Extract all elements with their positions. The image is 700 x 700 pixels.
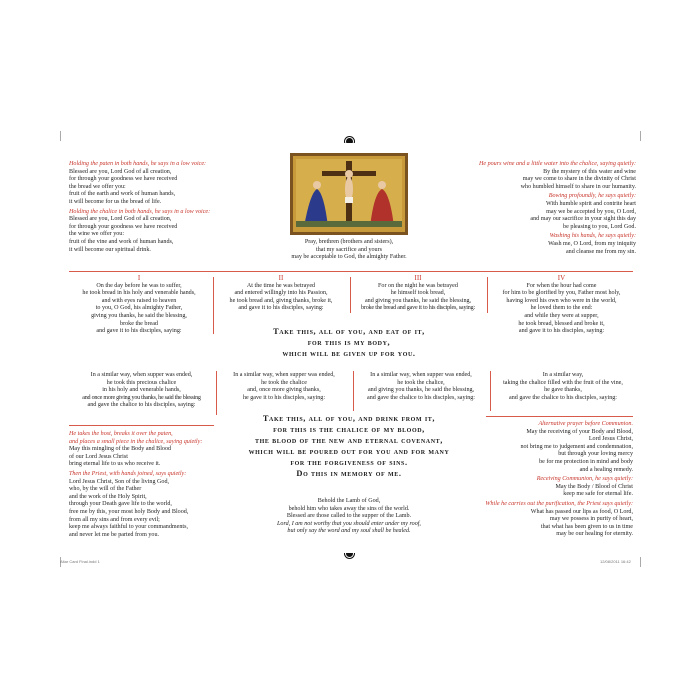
column-number: IV — [557, 274, 566, 282]
prayer-line: fruit of the earth and work of human hands, — [69, 191, 176, 198]
prayer-line: Wash me, O Lord, from my iniquity — [548, 240, 636, 247]
prayer-line: and giving you thanks, he said the blessing, — [367, 387, 475, 394]
prayer-line: In a similar way, — [542, 372, 584, 378]
crucifixion-image — [290, 153, 408, 235]
rubric: Holding the chalice in both hands, he says in a low voice: — [69, 208, 211, 215]
prayer-line: who, by the will of the Father — [69, 486, 142, 493]
prayer-line: having loved his own who were in the world, — [506, 297, 617, 304]
prayer-line: and once more giving you thanks, he said the blessing — [82, 394, 201, 401]
prayer-line: May the receiving of your Body and Blood, — [526, 428, 633, 435]
prayer-line: he took the chalice — [261, 379, 307, 386]
prayer-line: At the time he was betrayed — [246, 282, 316, 289]
crop-mark — [640, 131, 641, 141]
column-number: II — [278, 274, 284, 282]
rubric: Then the Priest, with hands joined, says quietly: — [69, 470, 187, 477]
prayer-line: he gave it to his disciples, saying: — [242, 394, 326, 401]
prayer-line: In a similar way, when supper was ended, — [90, 372, 193, 378]
prayer-line: Blessed are you, Lord God of all creation, — [69, 168, 172, 175]
rubric: While he carries out the purification, the Priest says quietly: — [485, 500, 633, 507]
prayer-line: and with eyes raised to heaven — [101, 297, 177, 304]
prayer-line: Blessed are those called to the supper of the Lamb. — [286, 513, 412, 520]
column-divider — [490, 371, 491, 411]
column-divider — [216, 371, 217, 415]
eucharistic-prayer-1 — [69, 275, 209, 336]
consecration-line: for this is the chalice of my blood, — [273, 425, 425, 434]
caption-line: Pray, brethren (brothers and sisters), — [304, 239, 394, 245]
prayer-line: Lord Jesus Christ, — [588, 436, 633, 443]
prayer-line: and entered willingly into his Passion, — [234, 290, 328, 297]
prayer-line: Behold the Lamb of God, — [317, 498, 381, 504]
column-number: I — [137, 274, 141, 282]
prayer-line: On the day before he was to suffer, — [96, 282, 182, 289]
prayer-line: Blessed are you, Lord God of all creation, — [69, 216, 172, 223]
consecration-line: the blood of the new and eternal covenant, — [255, 436, 443, 445]
prayer-line: and a healing remedy. — [579, 466, 633, 473]
pre-communion-prayers — [446, 421, 633, 539]
prayer-line: and gave it to his disciples, saying: — [96, 328, 182, 335]
prayer-line: for him to be glorified by you, Father most holy, — [502, 290, 621, 297]
prayer-line: and never let me be parted from you. — [69, 531, 160, 538]
prayer-line: and may our sacrifice in your sight this day — [530, 216, 636, 223]
consecration-line: which will be given up for you. — [282, 349, 416, 358]
prayer-line: the bread we offer you: — [69, 183, 126, 190]
consecration-line: Take this, all of you, and eat of it, — [273, 327, 425, 336]
chalice-text-2 — [219, 372, 349, 402]
divider — [69, 425, 214, 426]
prayer-line: for through your goodness we have received — [69, 223, 178, 230]
prayer-line: of our Lord Jesus Christ — [69, 453, 128, 460]
prayer-line: for through your goodness we have received — [69, 176, 178, 183]
prayer-line: from all my sins and from every evil; — [69, 516, 160, 523]
rubric: Alternative prayer before Communion. — [538, 421, 633, 427]
prayer-line: who humbled himself to share in our humanity. — [520, 183, 636, 190]
prayer-line: May the Body / Blood of Christ — [555, 483, 633, 490]
prayer-line: to you, O God, his almighty Father, — [95, 305, 183, 312]
rubric: Holding the paten in both hands, he says in a low voice: — [69, 161, 207, 167]
divider — [486, 416, 633, 417]
crop-mark — [60, 131, 61, 141]
prayer-line: the wine we offer you: — [69, 231, 125, 238]
column-divider — [353, 371, 354, 411]
communion-rite-prayers — [69, 431, 249, 539]
prayer-line: For on the night he was betrayed — [378, 282, 458, 289]
prayer-line: What has passed our lips as food, O Lord, — [530, 508, 633, 515]
prayer-line: Lord Jesus Christ, Son of the living God, — [69, 478, 170, 485]
caption-line: that my sacrifice and yours — [316, 246, 382, 253]
prayer-line: and gave the chalice to his disciples, saying: — [509, 394, 617, 401]
prayer-line: he himself took bread, — [390, 290, 446, 297]
prayer-line: By the mystery of this water and wine — [543, 168, 636, 175]
rubric: Receiving Communion, he says quietly: — [536, 476, 633, 483]
prayer-line: that what has been given to us in time — [540, 523, 633, 530]
prayer-line: may be our healing for eternity. — [556, 531, 633, 538]
consecration-line: for the forgiveness of sins. — [290, 458, 408, 467]
prayer-line: may we possess in purity of heart, — [549, 516, 633, 523]
column-divider — [350, 277, 351, 313]
eucharistic-prayer-3 — [353, 275, 483, 313]
prayer-line: be for me protection in mind and body — [539, 458, 633, 465]
prayer-line: may we come to share in the divinity of Christ — [522, 176, 636, 183]
prayer-line: keep me always faithful to your commandments, — [69, 524, 188, 531]
prayer-line: bring eternal life to us who receive it. — [69, 461, 161, 468]
prayer-line: he took the chalice, — [397, 379, 445, 386]
prayer-line: In a similar way, when supper was ended, — [370, 372, 472, 378]
prayer-line: and cleanse me from my sin. — [565, 248, 636, 255]
prayer-line: he took bread in his holy and venerable hands, — [82, 290, 196, 297]
prayer-line: broke the bread — [120, 320, 158, 327]
prayer-line: through your Death gave life to the world, — [69, 501, 172, 508]
prayer-line: and, once more giving thanks, — [247, 387, 321, 394]
chalice-text-4 — [493, 372, 633, 402]
prayer-line: in his holy and venerable hands, — [102, 387, 181, 394]
prayer-line: and gave the chalice to his disciples, saying: — [367, 394, 475, 401]
prayer-line: and gave the chalice to his disciples, saying: — [87, 402, 196, 409]
rubric: He takes the host, breaks it over the paten, — [69, 431, 173, 437]
prayer-line: giving you thanks, he said the blessing, — [91, 312, 187, 319]
prayer-line: and gave it to his disciples, saying: — [518, 328, 605, 335]
prayer-line: For when the hour had come — [526, 282, 597, 289]
behold-the-lamb — [234, 498, 464, 536]
response-line: but only say the word and my soul shall be healed. — [287, 528, 411, 535]
chalice-text-1 — [69, 372, 214, 410]
rubric: Bowing profoundly, he says quietly: — [548, 193, 636, 200]
preparation-prayers — [436, 161, 636, 256]
rubric: He pours wine and a little water into the chalice, saying quietly: — [478, 161, 636, 167]
consecration-line: which will be poured out for you and for many — [248, 447, 450, 456]
prayer-line: may we be accepted by you, O Lord, — [546, 208, 636, 215]
print-slug-right: 12/08/2011 16:42 — [600, 559, 631, 564]
prayer-line: be pleasing to you, Lord God. — [563, 223, 636, 230]
prayer-line: he took this precious chalice — [106, 379, 177, 386]
prayer-line: May this mingling of the Body and Blood — [69, 446, 172, 453]
prayer-line: but through your loving mercy — [558, 451, 633, 458]
prayer-line: taking the chalice filled with the fruit of the vine, — [503, 379, 623, 386]
prayer-line: and while they were at supper, — [524, 312, 599, 319]
rubric: Washing his hands, he says quietly: — [549, 233, 636, 240]
prayer-line: behold him who takes away the sins of the world. — [288, 505, 410, 512]
rubric: and places a small piece in the chalice, saying quietly: — [69, 438, 203, 445]
eucharistic-prayer-4 — [490, 275, 633, 336]
prayer-line: keep me safe for eternal life. — [563, 491, 633, 498]
consecration-line: Take this, all of you, and drink from it, — [262, 414, 436, 423]
consecration-line: for this is my body, — [307, 338, 391, 347]
prayer-line: it will become our spiritual drink. — [69, 246, 151, 253]
eucharistic-prayer-2 — [216, 275, 346, 313]
prayer-line: he loved them to the end: — [530, 305, 593, 312]
divider — [69, 271, 633, 272]
consecration-line: Do this in memory of me. — [296, 469, 402, 478]
prayer-line: In a similar way, when supper was ended, — [233, 372, 335, 378]
prayer-line: he gave thanks, — [544, 387, 582, 394]
response-line: Lord, I am not worthy that you should enter under my roof, — [277, 520, 421, 527]
prayer-line: and gave it to his disciples, saying: — [238, 305, 324, 312]
prayer-line: he took bread, blessed and broke it, — [518, 320, 605, 327]
prayer-line: fruit of the vine and work of human hands, — [69, 238, 174, 245]
prayer-line: broke the bread and gave it to his disciples, saying: — [361, 305, 475, 312]
altar-card — [46, 143, 656, 553]
image-caption — [249, 239, 449, 262]
offertory-prayers — [69, 161, 269, 254]
crop-mark — [640, 557, 641, 567]
consecration-bread — [199, 326, 499, 359]
prayer-line: With humble spirit and contrite heart — [546, 200, 636, 207]
prayer-line: and giving you thanks, he said the blessing, — [364, 297, 472, 304]
prayer-line: he took bread and, giving thanks, broke it, — [229, 297, 333, 304]
prayer-line: not bring me to judgement and condemnation, — [520, 443, 633, 450]
column-number: III — [414, 274, 422, 282]
print-slug-left: Altar Card Final.indd 1 — [60, 559, 100, 564]
chalice-text-3 — [356, 372, 486, 402]
caption-line: may be acceptable to God, the almighty Father. — [291, 254, 407, 261]
prayer-line: it will become for us the bread of life. — [69, 198, 162, 205]
prayer-line: free me by this, your most holy Body and Blood, — [69, 508, 189, 515]
column-divider — [487, 277, 488, 313]
prayer-line: and the work of the Holy Spirit, — [69, 493, 147, 500]
